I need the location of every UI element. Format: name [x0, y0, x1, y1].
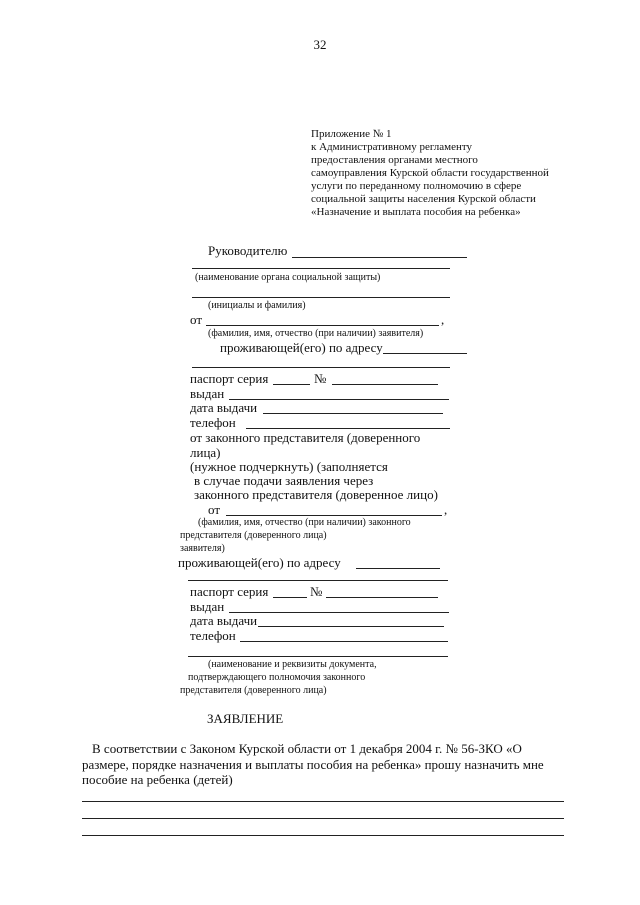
appendix-line: самоуправления Курской области государственной — [311, 167, 549, 179]
rep-text: законного представителя (доверенное лицо) — [194, 487, 438, 502]
rep-text: лица) — [190, 445, 221, 460]
comma: , — [441, 312, 445, 327]
number-sign: № — [314, 371, 327, 386]
statement-text: пособие на ребенка (детей) — [82, 772, 233, 787]
passport-series-label: паспорт серия — [190, 371, 269, 386]
issued-field[interactable] — [229, 399, 449, 400]
appendix-block — [311, 128, 571, 219]
children-field-2[interactable] — [82, 818, 564, 819]
number-sign: № — [310, 584, 323, 599]
address-field-2[interactable] — [192, 367, 450, 368]
rep-passport-series-label: паспорт серия — [190, 584, 269, 599]
doc-caption: подтверждающего полномочия законного — [188, 672, 366, 683]
initials-field[interactable] — [192, 297, 450, 298]
rep-caption: (фамилия, имя, отчество (при наличии) законного — [198, 517, 411, 528]
issued-label: выдан — [190, 386, 225, 401]
address-field[interactable] — [383, 353, 467, 354]
statement-text: размере, порядке назначения и выплаты пособия на ребенка» прошу назначить мне — [82, 757, 544, 772]
from-label: от — [190, 312, 203, 327]
appendix-line: социальной защиты населения Курской области — [311, 193, 536, 205]
org-name-field[interactable] — [192, 268, 450, 269]
to-head-label: Руководителю — [208, 243, 288, 258]
rep-text: (нужное подчеркнуть) (заполняется — [190, 459, 388, 474]
applicant-caption: (фамилия, имя, отчество (при наличии) заявителя) — [208, 328, 424, 339]
page-number: 32 — [313, 37, 327, 52]
appendix-line: к Административному регламенту — [311, 141, 473, 153]
phone-field[interactable] — [246, 428, 450, 429]
rep-issued-field[interactable] — [229, 612, 449, 613]
org-caption: (наименование органа социальной защиты) — [195, 272, 381, 283]
rep-issued-label: выдан — [190, 599, 225, 614]
rep-caption: представителя (доверенного лица) — [180, 530, 327, 541]
rep-text: в случае подачи заявления через — [194, 473, 374, 488]
comma: , — [444, 502, 448, 517]
rep-passport-series-field[interactable] — [273, 597, 307, 598]
doc-caption: (наименование и реквизиты документа, — [208, 659, 377, 670]
appendix-line: «Назначение и выплата пособия на ребенка» — [311, 206, 521, 218]
rep-from-label: от — [208, 502, 221, 517]
issue-date-field[interactable] — [263, 413, 443, 414]
rep-name-field[interactable] — [226, 515, 442, 516]
applicant-name-field[interactable] — [206, 325, 439, 326]
rep-caption: заявителя) — [180, 543, 225, 554]
to-head-field[interactable] — [292, 257, 467, 258]
rep-issue-date-field[interactable] — [258, 626, 444, 627]
children-field-3[interactable] — [82, 835, 564, 836]
rep-phone-label: телефон — [190, 628, 236, 643]
statement-text: В соответствии с Законом Курской области от 1 декабря 2004 г. № 56-ЗКО «О — [92, 741, 522, 756]
passport-series-field[interactable] — [273, 384, 310, 385]
rep-phone-field[interactable] — [240, 641, 448, 642]
issue-date-label: дата выдачи — [190, 400, 258, 415]
rep-text: от законного представителя (доверенного — [190, 430, 421, 445]
rep-residing-label: проживающей(его) по адресу — [178, 555, 341, 570]
authority-doc-field[interactable] — [188, 656, 448, 657]
rep-issue-date-label: дата выдачи — [190, 613, 258, 628]
rep-passport-number-field[interactable] — [326, 597, 438, 598]
initials-caption: (инициалы и фамилия) — [208, 300, 306, 311]
statement-heading: ЗАЯВЛЕНИЕ — [207, 711, 284, 726]
appendix-line: предоставления органами местного — [311, 154, 478, 166]
rep-address-field[interactable] — [356, 568, 440, 569]
doc-caption: представителя (доверенного лица) — [180, 685, 327, 696]
children-field-1[interactable] — [82, 801, 564, 802]
residing-label: проживающей(его) по адресу — [220, 340, 383, 355]
appendix-line: Приложение № 1 — [311, 128, 392, 140]
appendix-line: услуги по переданному полномочию в сфере — [311, 180, 522, 192]
rep-address-field-2[interactable] — [188, 580, 448, 581]
passport-number-field[interactable] — [332, 384, 438, 385]
phone-label: телефон — [190, 415, 236, 430]
